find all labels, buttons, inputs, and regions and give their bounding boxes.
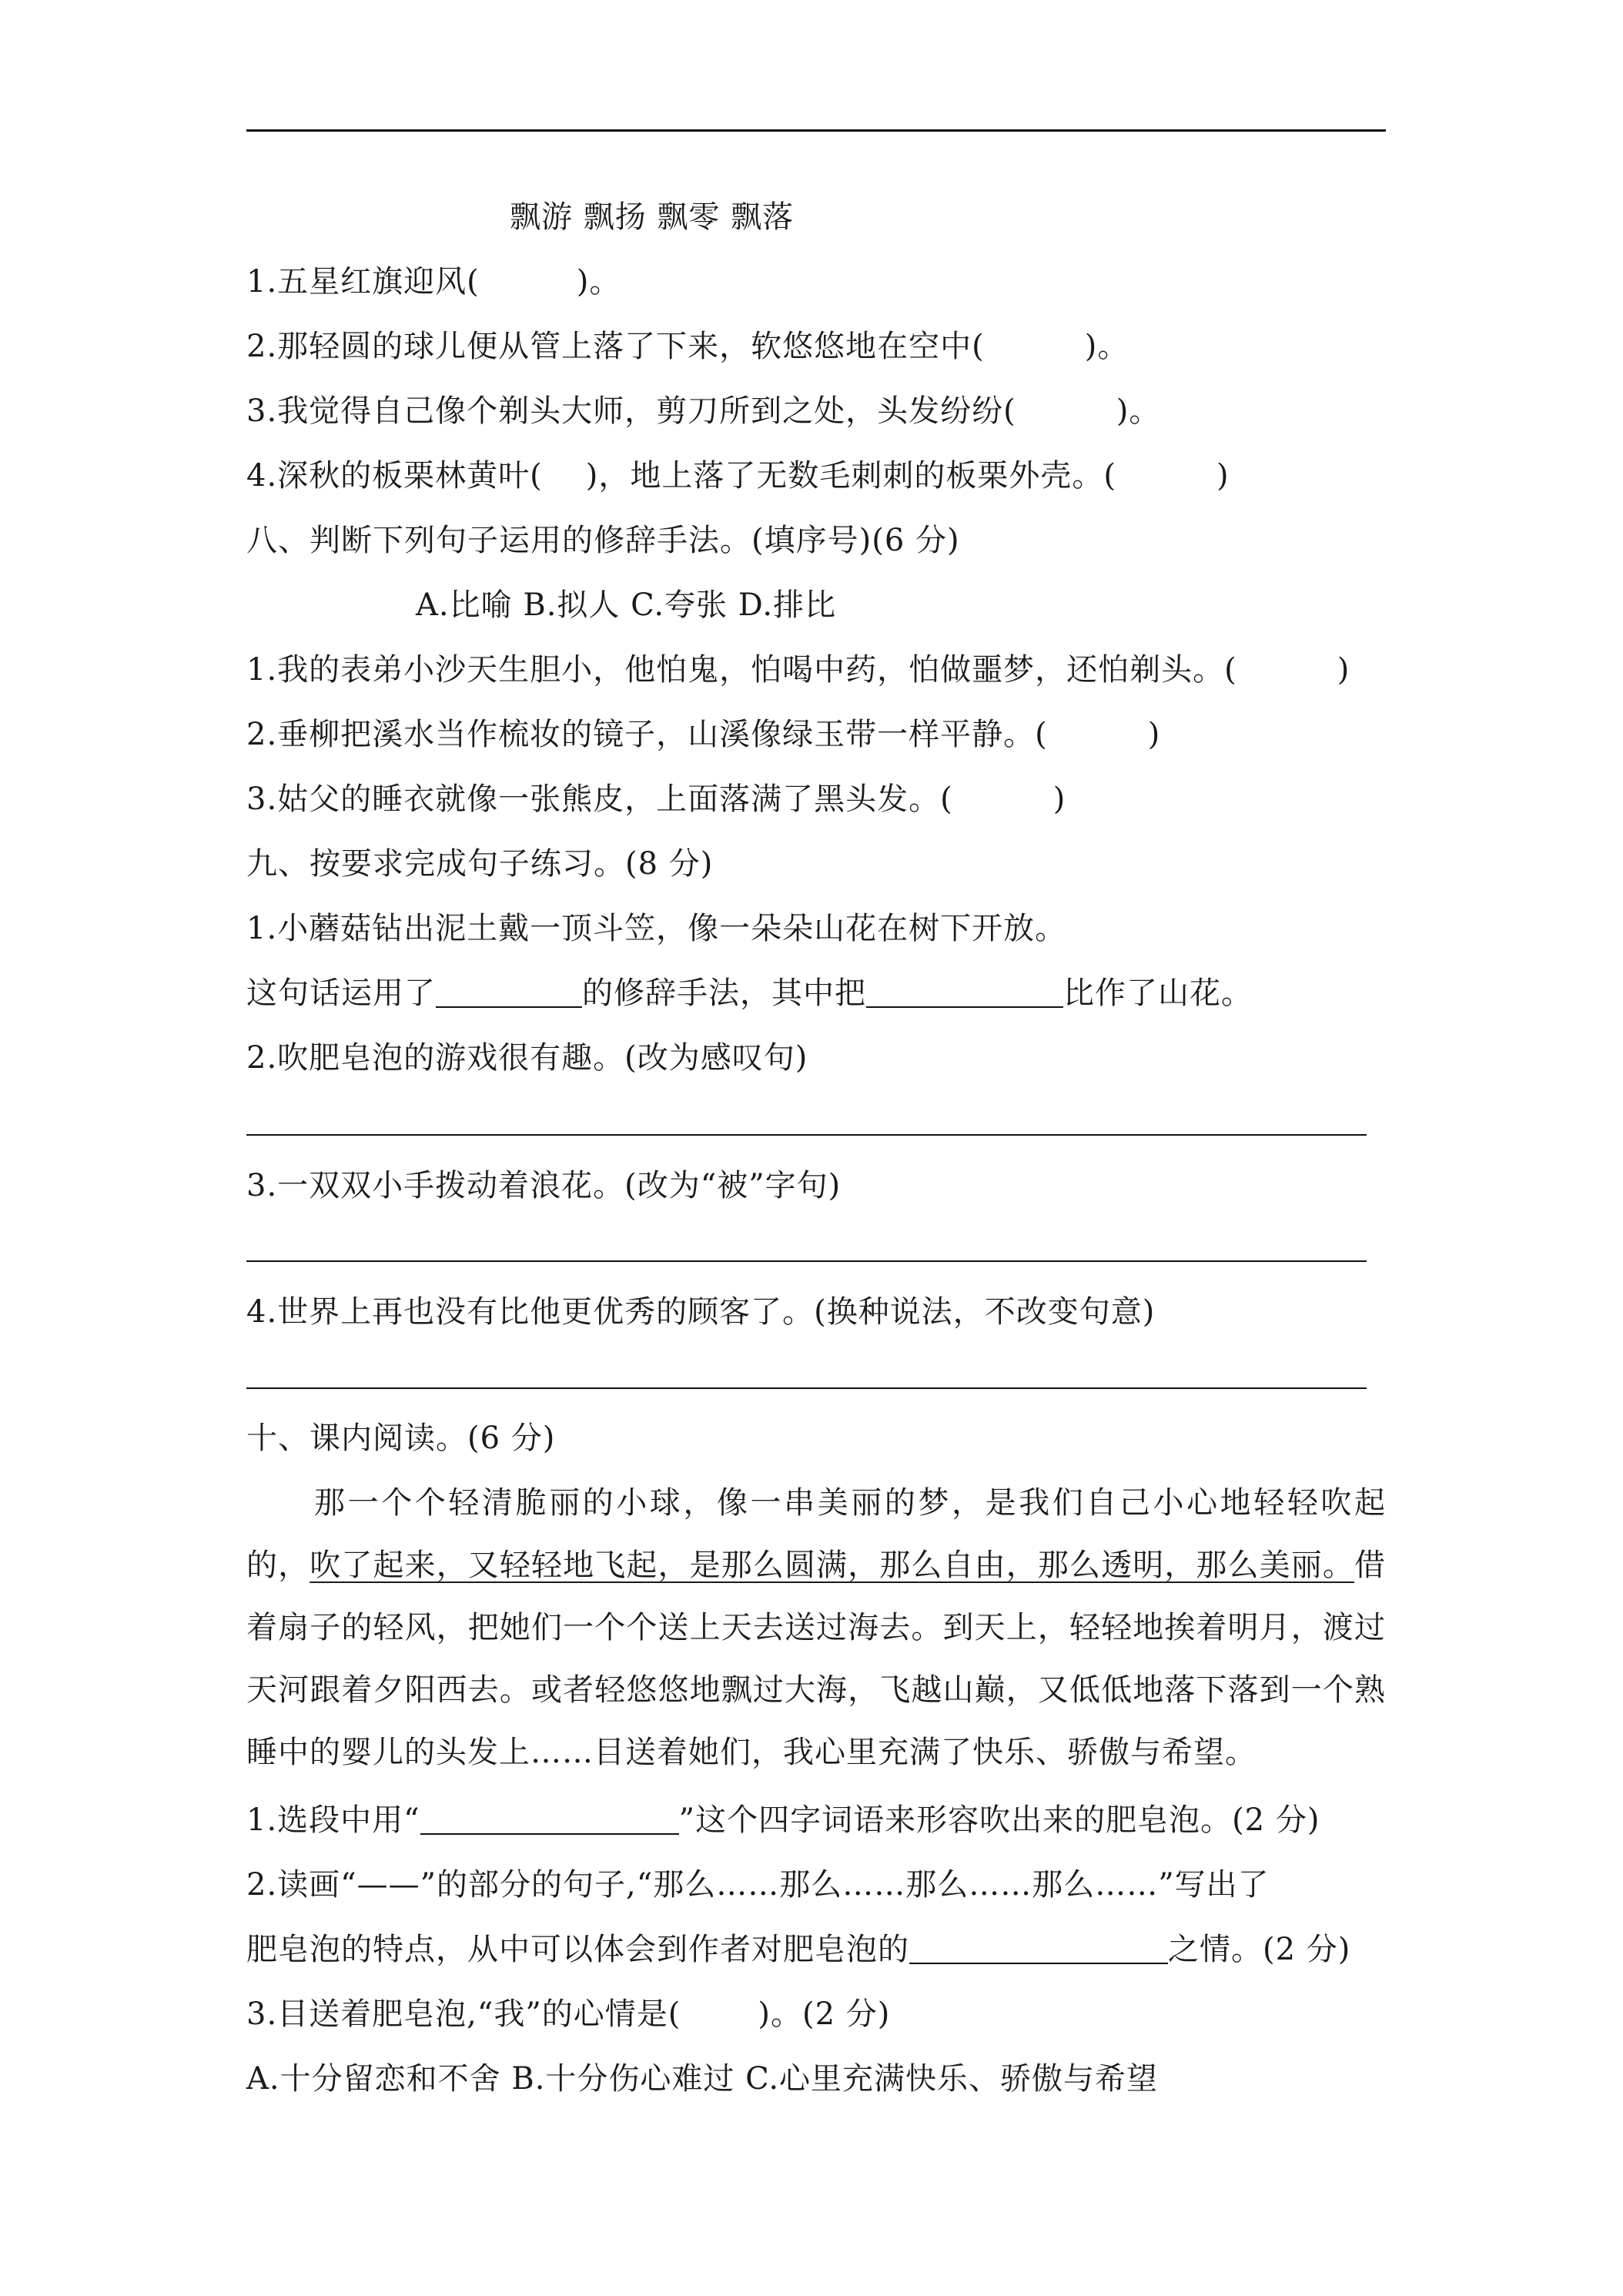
- q8-item-1-text: 1.我的表弟小沙天生胆小，他怕鬼，怕喝中药，怕做噩梦，还怕剃头。(: [246, 652, 1237, 688]
- passage-end: 借着扇子的轻风，把她们一个个送上天去送过海去。到天上，轻轻地挨着明月，渡过天河跟着夕阳西去。或者轻悠悠地飘过大海，飞越山巅，又低低地落下落到一个熟睡中的婴儿的头发上……目送着她们，我心里充满了快乐、骄傲与希望。: [246, 1548, 1387, 1770]
- reading-passage: [246, 1472, 1386, 1784]
- q10-question-2-line-2: [246, 1930, 1350, 1970]
- q9-fill-text-b: 的修辞手法，其中把: [582, 976, 866, 1011]
- q10-q1-text-a: 1.选段中用“: [246, 1802, 420, 1838]
- q7-item-2-text: 2.那轻圆的球儿便从管上落了下来，软悠悠地在空中(: [246, 329, 985, 364]
- q7-item-1: [246, 262, 621, 302]
- word-bank: 飘游 飘扬 飘零 飘落: [510, 199, 795, 235]
- q7-item-2: [246, 326, 1129, 366]
- q10-question-2-line-1: 2.读画“——”的部分的句子,“那么……那么……那么……那么……”写出了: [246, 1867, 1270, 1903]
- object-blank[interactable]: [866, 976, 1063, 1008]
- q7-item-3: [246, 391, 1160, 431]
- q10-heading: 十、课内阅读。(6 分): [246, 1421, 556, 1456]
- q9-sentence-4: 4.世界上再也没有比他更优秀的顾客了。(换种说法，不改变句意): [246, 1294, 1156, 1330]
- q10-question-1: [246, 1800, 1320, 1840]
- q7-item-2-end: )。: [1084, 329, 1129, 364]
- feeling-blank[interactable]: [909, 1932, 1168, 1964]
- q7-item-4: [246, 456, 1230, 496]
- q10-q3-text-b: )。(2 分): [758, 1996, 891, 2032]
- rhetoric-blank[interactable]: [436, 976, 582, 1008]
- q8-item-1: [246, 650, 1350, 690]
- q8-item-2: [246, 715, 1160, 755]
- q7-item-3-end: )。: [1116, 393, 1161, 429]
- header-rule: [246, 129, 1386, 132]
- q8-item-3: [246, 779, 1066, 819]
- q10-q2-text-a: 肥皂泡的特点，从中可以体会到作者对肥皂泡的: [246, 1932, 909, 1967]
- q9-heading: 九、按要求完成句子练习。(8 分): [246, 846, 714, 882]
- q8-item-2-text: 2.垂柳把溪水当作梳妆的镜子，山溪像绿玉带一样平静。(: [246, 717, 1048, 752]
- q8-item-3-text: 3.姑父的睡衣就像一张熊皮，上面落满了黑头发。(: [246, 782, 953, 817]
- q7-item-4-end: ): [1216, 458, 1230, 494]
- q7-item-3-text: 3.我觉得自己像个剃头大师，剪刀所到之处，头发纷纷(: [246, 393, 1016, 429]
- q8-options: A.比喻 B.拟人 C.夸张 D.排比: [416, 587, 837, 623]
- answer-line-4[interactable]: [246, 1387, 1367, 1389]
- passage-underlined: 吹了起来，又轻轻地飞起，是那么圆满，那么自由，那么透明，那么美丽。: [310, 1548, 1355, 1583]
- q8-heading: 八、判断下列句子运用的修辞手法。(填序号)(6 分): [246, 523, 960, 558]
- q7-item-1-text: 1.五星红旗迎风(: [246, 264, 480, 300]
- q10-q3-text-a: 3.目送着肥皂泡,“我”的心情是(: [246, 1996, 681, 2032]
- idiom-blank[interactable]: [420, 1802, 679, 1835]
- q7-item-4-text: 4.深秋的板栗林黄叶(: [246, 458, 543, 494]
- q9-fill-line: [246, 973, 1253, 1013]
- q9-sentence-2: 2.吹肥皂泡的游戏很有趣。(改为感叹句): [246, 1040, 808, 1076]
- q9-sentence-3: 3.一双双小手拨动着浪花。(改为“被”字句): [246, 1168, 842, 1203]
- q8-item-3-end: ): [1052, 782, 1066, 817]
- q10-question-3-options: A.十分留恋和不舍 B.十分伤心难过 C.心里充满快乐、骄傲与希望: [246, 2061, 1159, 2097]
- answer-line-2[interactable]: [246, 1134, 1367, 1136]
- q7-item-1-end: )。: [576, 264, 621, 300]
- q10-q1-text-b: ”这个四字词语来形容吹出来的肥皂泡。(2 分): [678, 1802, 1320, 1838]
- q9-sentence-1: 1.小蘑菇钻出泥土戴一顶斗笠，像一朵朵山花在树下开放。: [246, 911, 1067, 946]
- q9-fill-text-c: 比作了山花。: [1063, 976, 1253, 1011]
- q8-item-1-end: ): [1337, 652, 1350, 688]
- q9-fill-text-a: 这句话运用了: [246, 976, 436, 1011]
- answer-line-3[interactable]: [246, 1260, 1367, 1262]
- q7-item-4-mid: )，地上落了无数毛刺刺的板栗外壳。(: [585, 458, 1116, 494]
- q10-question-3: [246, 1994, 890, 2034]
- q8-item-2-end: ): [1147, 717, 1161, 752]
- q10-q2-text-b: 之情。(2 分): [1168, 1932, 1351, 1967]
- passage-start: 那一个个轻清脆丽的小球，像一串美丽的梦，是我们自己小心地轻轻吹起的，: [246, 1485, 1386, 1583]
